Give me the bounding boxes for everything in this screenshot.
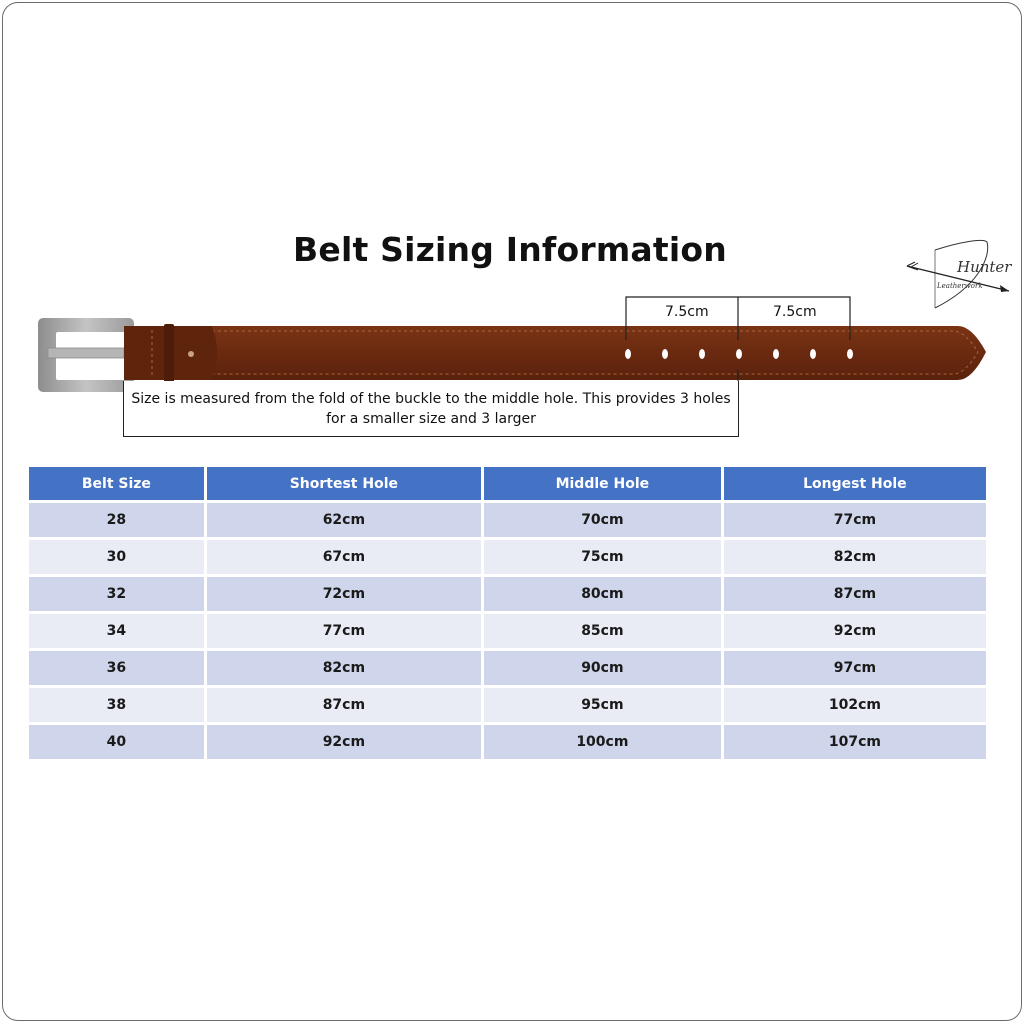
- cell-belt-size: 36: [29, 651, 204, 685]
- belt-keeper: [164, 324, 174, 384]
- table-row: [29, 725, 986, 759]
- cell-belt-size: 30: [29, 540, 204, 574]
- logo-text-sub: Leatherwork: [937, 282, 983, 290]
- belt-hole: [810, 349, 816, 359]
- measurement-note: [123, 381, 739, 437]
- belt-strap: [124, 326, 986, 380]
- cell-longest-hole: 77cm: [724, 503, 986, 537]
- table-row: [29, 503, 986, 537]
- cell-middle-hole: 100cm: [484, 725, 721, 759]
- cell-longest-hole: 107cm: [724, 725, 986, 759]
- logo-text-main: Hunter: [957, 258, 1012, 276]
- cell-belt-size: 28: [29, 503, 204, 537]
- cell-shortest-hole: 77cm: [207, 614, 481, 648]
- cell-shortest-hole: 72cm: [207, 577, 481, 611]
- belt-hole: [662, 349, 668, 359]
- note-line-2: for a smaller size and 3 larger: [326, 411, 536, 427]
- measurement-left-label: 7.5cm: [665, 304, 709, 320]
- cell-middle-hole: 90cm: [484, 651, 721, 685]
- belt-hole: [625, 349, 631, 359]
- table-row: [29, 577, 986, 611]
- table-header-row: [29, 467, 986, 500]
- header-belt-size: Belt Size: [29, 467, 204, 500]
- cell-middle-hole: 80cm: [484, 577, 721, 611]
- cell-shortest-hole: 82cm: [207, 651, 481, 685]
- table-row: [29, 688, 986, 722]
- cell-middle-hole: 85cm: [484, 614, 721, 648]
- cell-longest-hole: 92cm: [724, 614, 986, 648]
- header-longest-hole: Longest Hole: [724, 467, 986, 500]
- cell-belt-size: 40: [29, 725, 204, 759]
- cell-longest-hole: 102cm: [724, 688, 986, 722]
- cell-longest-hole: 97cm: [724, 651, 986, 685]
- belt-hole-middle: [736, 349, 742, 359]
- sizing-table: [26, 464, 989, 762]
- belt-rivet: [188, 351, 194, 357]
- cell-belt-size: 34: [29, 614, 204, 648]
- belt-hole: [699, 349, 705, 359]
- cell-longest-hole: 87cm: [724, 577, 986, 611]
- cell-belt-size: 32: [29, 577, 204, 611]
- cell-shortest-hole: 67cm: [207, 540, 481, 574]
- cell-middle-hole: 95cm: [484, 688, 721, 722]
- header-shortest-hole: Shortest Hole: [207, 467, 481, 500]
- measurement-right-label: 7.5cm: [773, 304, 817, 320]
- cell-shortest-hole: 87cm: [207, 688, 481, 722]
- cell-longest-hole: 82cm: [724, 540, 986, 574]
- buckle-icon: [38, 318, 134, 392]
- page-title: Belt Sizing Information: [293, 230, 727, 269]
- note-line-1: Size is measured from the fold of the buckle to the middle hole. This provides 3 holes: [131, 391, 731, 407]
- table-row: [29, 540, 986, 574]
- cell-middle-hole: 70cm: [484, 503, 721, 537]
- belt-hole: [773, 349, 779, 359]
- cell-shortest-hole: 62cm: [207, 503, 481, 537]
- table-row: [29, 651, 986, 685]
- header-middle-hole: Middle Hole: [484, 467, 721, 500]
- table-row: [29, 614, 986, 648]
- cell-belt-size: 38: [29, 688, 204, 722]
- belt-hole: [847, 349, 853, 359]
- cell-shortest-hole: 92cm: [207, 725, 481, 759]
- cell-middle-hole: 75cm: [484, 540, 721, 574]
